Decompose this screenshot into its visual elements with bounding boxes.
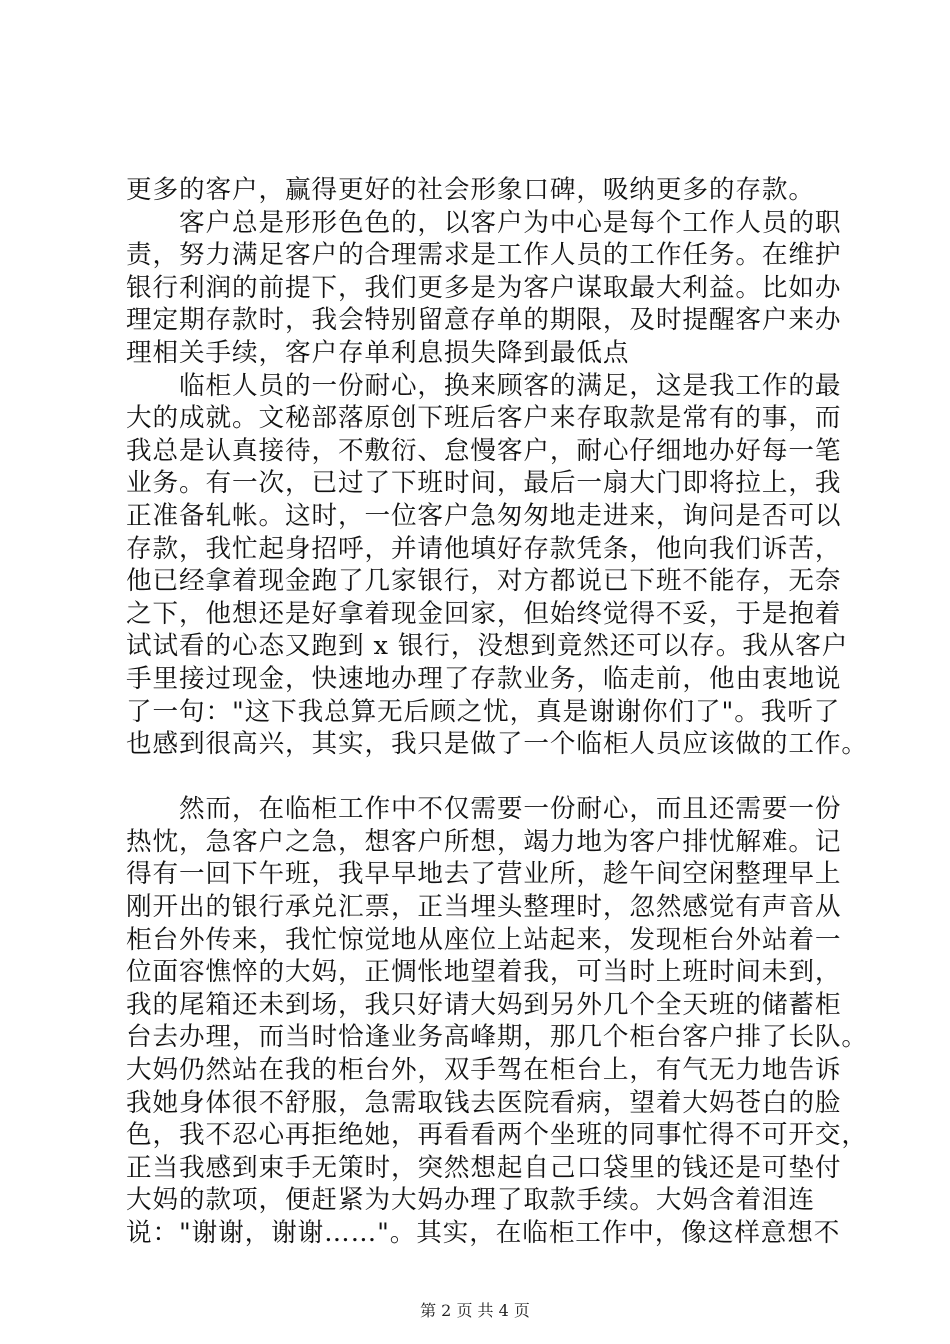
text-line: 台去办理，而当时恰逢业务高峰期，那几个柜台客户排了长队。 (126, 1022, 868, 1053)
text-line: 他已经拿着现金跑了几家银行，对方都说已下班不能存，无奈 (126, 566, 842, 597)
text-line: 位面容憔悴的大妈，正惆怅地望着我，可当时上班时间未到， (126, 957, 842, 988)
text-line: 然而，在临柜工作中不仅需要一份耐心，而且还需要一份 (126, 794, 842, 825)
text-line: 柜台外传来，我忙惊觉地从座位上站起来，发现柜台外站着一 (126, 924, 842, 955)
blank-line (126, 761, 838, 794)
text-line: 客户总是形形色色的，以客户为中心是每个工作人员的职 (126, 207, 842, 238)
text-line: 正当我感到束手无策时，突然想起自己口袋里的钱还是可垫付 (126, 1152, 842, 1183)
text-line: 责，努力满足客户的合理需求是工作人员的工作任务。在维护 (126, 240, 842, 271)
text-line: 正准备轧帐。这时，一位客户急匆匆地走进来，询问是否可以 (126, 500, 842, 531)
text-line: 热忱，急客户之急，想客户所想，竭力地为客户排忧解难。记 (126, 826, 842, 857)
text-line: 大的成就。文秘部落原创下班后客户来存取款是常有的事，而 (126, 403, 842, 434)
text-line: 银行利润的前提下，我们更多是为客户谋取最大利益。比如办 (126, 272, 842, 303)
text-line: 理定期存款时，我会特别留意存单的期限，及时提醒客户来办 (126, 305, 842, 336)
text-line: 我她身体很不舒服，急需取钱去医院看病，望着大妈苍白的脸 (126, 1087, 842, 1118)
text-line: 刚开出的银行承兑汇票，正当埋头整理时，忽然感觉有声音从 (126, 892, 842, 923)
text-line: 存款，我忙起身招呼，并请他填好存款凭条，他向我们诉苦， (126, 533, 842, 564)
text-line: 业务。有一次，已过了下班时间，最后一扇大门即将拉上，我 (126, 468, 842, 499)
text-line: 之下，他想还是好拿着现金回家，但始终觉得不妥，于是抱着 (126, 598, 842, 629)
document-body (126, 174, 868, 1250)
text-line: 更多的客户，赢得更好的社会形象口碑，吸纳更多的存款。 (126, 175, 815, 205)
text-line: 试试看的心态又跑到 x 银行，没想到竟然还可以存。我从客户 (126, 631, 849, 662)
text-line: 大妈仍然站在我的柜台外，双手驾在柜台上，有气无力地告诉 (126, 1055, 842, 1086)
text-line: 手里接过现金，快速地办理了存款业务，临走前，他由衷地说 (126, 663, 842, 694)
page-footer: 第 2 页 共 4 页 (420, 1301, 530, 1320)
text-line: 说："谢谢，谢谢……"。其实，在临柜工作中，像这样意想不 (126, 1218, 841, 1248)
text-line: 了一句："这下我总算无后顾之忧，真是谢谢你们了"。我听了 (126, 696, 841, 727)
text-line: 色，我不忍心再拒绝她，再看看两个坐班的同事忙得不可开交， (126, 1120, 868, 1151)
text-line: 我总是认真接待，不敷衍、怠慢客户，耐心仔细地办好每一笔 (126, 435, 842, 466)
text-line: 也感到很高兴，其实，我只是做了一个临柜人员应该做的工作。 (126, 729, 868, 760)
text-line: 临柜人员的一份耐心，换来顾客的满足，这是我工作的最 (126, 370, 842, 401)
text-line: 我的尾箱还未到场，我只好请大妈到另外几个全天班的储蓄柜 (126, 989, 842, 1020)
text-line: 得有一回下午班，我早早地去了营业所，趁午间空闲整理早上 (126, 859, 842, 890)
text-line: 理相关手续，客户存单利息损失降到最低点 (126, 337, 630, 368)
text-line: 大妈的款项，便赶紧为大妈办理了取款手续。大妈含着泪连 (126, 1185, 815, 1216)
